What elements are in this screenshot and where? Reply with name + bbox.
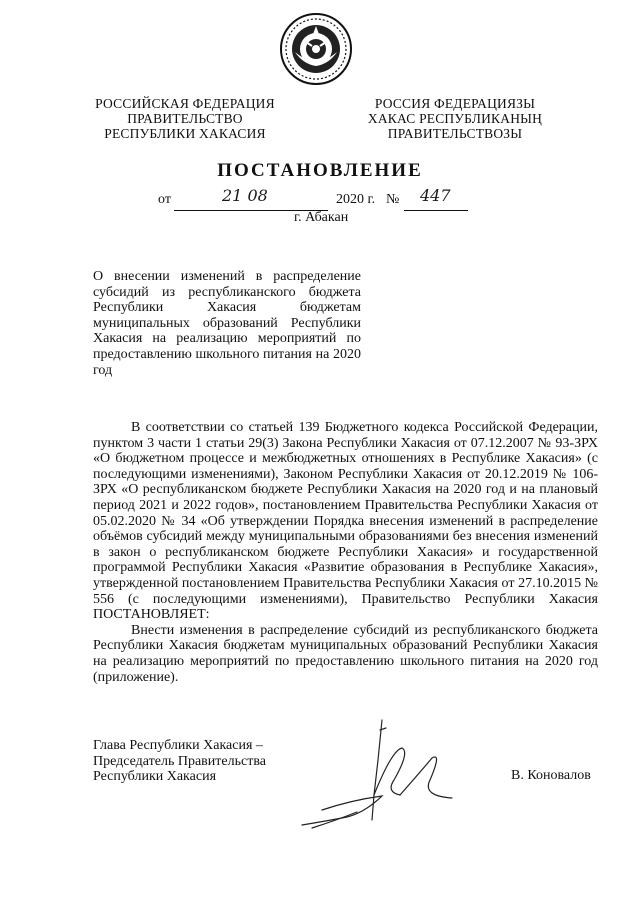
document-body <box>93 420 598 685</box>
date-year: 2020 г. <box>336 192 376 207</box>
header-right-line: ПРАВИТЕЛЬСТВОЗЫ <box>387 126 523 141</box>
body-paragraph: Внести изменения в распределение субсидий из республиканского бюджета Республики Хакасия бюджетам муниципальных образований Республики Хакасия на реализацию мероприятий по предоставлению школьного питания на 2020 год (приложение). <box>93 622 598 685</box>
document-subject: О внесении изменений в распределение субсидий из республиканского бюджета Республики Хакасия бюджетам муниципальных образований Республики Хакасия на реализацию мероприятий по предоставлению школьного питания на 2020 год <box>93 269 361 378</box>
signatory-name: В. Коновалов <box>511 768 591 783</box>
header-left-line: ПРАВИТЕЛЬСТВО <box>127 111 243 126</box>
handwritten-signature-icon <box>282 700 472 850</box>
signatory-title <box>93 738 266 785</box>
date-handwritten: 21 08 <box>222 186 268 205</box>
coat-of-arms-icon <box>279 12 353 86</box>
document-title: ПОСТАНОВЛЕНИЕ <box>217 160 423 181</box>
date-from-label: от <box>158 192 171 207</box>
header-left-line: РОССИЙСКАЯ ФЕДЕРАЦИЯ <box>95 96 275 111</box>
header-right-line: РОССИЯ ФЕДЕРАЦИЯЗЫ <box>374 96 536 111</box>
header-left-line: РЕСПУБЛИКИ ХАКАСИЯ <box>104 126 266 141</box>
signatory-title-line: Республики Хакасия <box>93 769 217 785</box>
header-right <box>330 96 580 141</box>
city: г. Абакан <box>294 210 349 225</box>
signatory-title-line: Председатель Правительства <box>93 753 266 769</box>
number-label: № <box>386 192 400 207</box>
signatory-title-line: Глава Республики Хакасия – <box>93 738 263 753</box>
header-right-line: ХАКАС РЕСПУБЛИКАНЫҢ <box>367 111 543 126</box>
body-paragraph: В соответствии со статьей 139 Бюджетного кодекса Российской Федерации, пунктом 3 части 1 статьи 29(3) Закона Республики Хакасия от 07.12.2007 № 93-ЗРХ «О бюджетном процессе и межбюджетных отношениях в Республике Хакасия» (с последующими изменениями), Законом Республики Хакасия от 20.12.2019 № 106-ЗРХ «О республиканском бюджете Республики Хакасия на 2020 год и на плановый период 2021 и 2022 годов», постановлением Правительства Республики Хакасия от 05.02.2020 № 34 «Об утверждении Порядка внесения изменений в распределение объёмов субсидий между муниципальными образованиями без внесения изменений в закон о республиканском бюджете Республики Хакасия» и государственной программой Республики Хакасия «Развитие образования в Республике Хакасия», утвержденной постановлением Правительства Республики Хакасия от 27.10.2015 № 556 (с последующими изменениями), Правительство Республики Хакасия ПОСТАНОВЛЯЕТ: <box>93 420 598 623</box>
header-left <box>60 96 310 141</box>
number-handwritten: 447 <box>420 186 451 205</box>
